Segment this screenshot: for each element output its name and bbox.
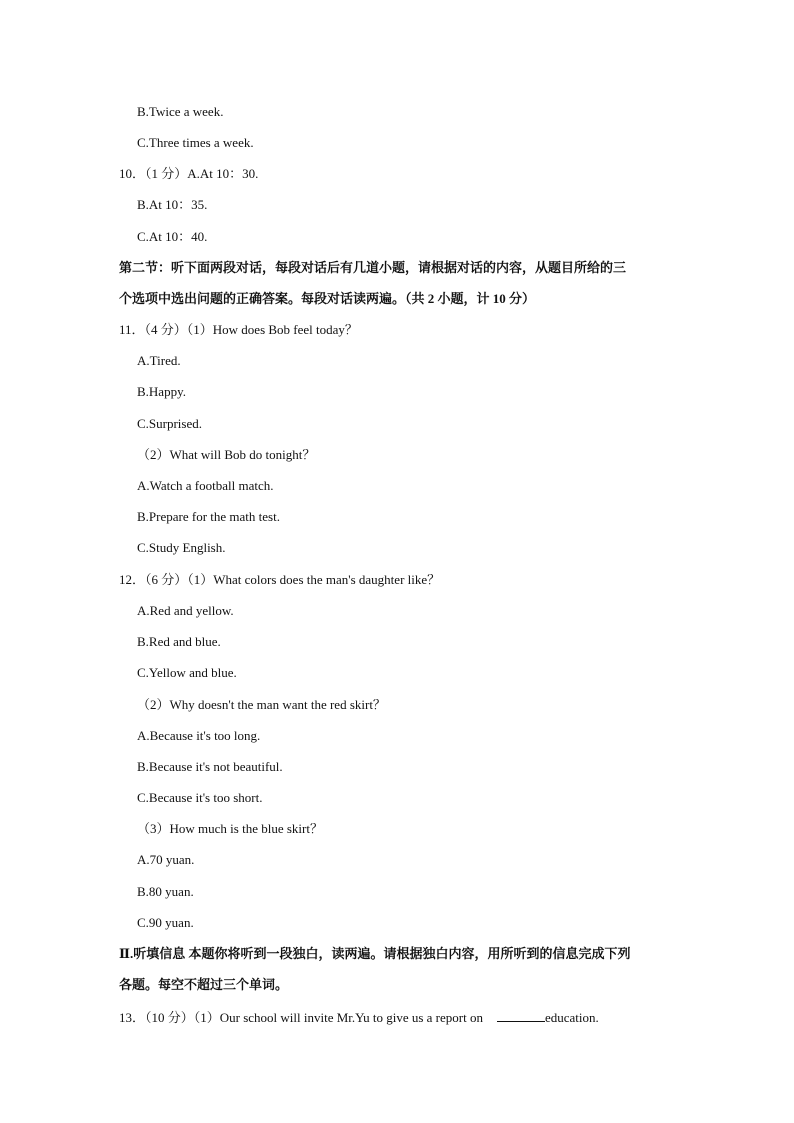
question-text-tail: education. <box>544 1010 599 1025</box>
section-instruction: 个选项中选出问题的正确答案。每段对话读两遍。（共 2 小题，计 10 分） <box>119 291 536 306</box>
option-line: C.Because it's too short. <box>137 790 263 805</box>
section-instruction: 各题。每空不超过三个单词。 <box>119 977 289 992</box>
option-line: B.Red and blue. <box>137 634 221 649</box>
sub-question-line: （2）What will Bob do tonight？ <box>137 447 316 462</box>
option-line: B.At 10：35. <box>137 197 208 212</box>
question-line: 10．（1 分）A.At 10：30. <box>119 166 259 181</box>
sub-question-line: （3）How much is the blue skirt？ <box>137 821 323 836</box>
option-line: C.At 10：40. <box>137 229 208 244</box>
option-line: B.Twice a week. <box>137 104 224 119</box>
answer-blank <box>497 1009 545 1022</box>
sub-question-line: （2）Why doesn't the man want the red skirt？ <box>137 697 386 712</box>
option-line: C.Surprised. <box>137 416 202 431</box>
section-instruction: 第二节：听下面两段对话，每段对话后有几道小题，请根据对话的内容，从题目所给的三 <box>119 260 627 275</box>
option-line: A.Red and yellow. <box>137 603 234 618</box>
option-line: A.Tired. <box>137 353 181 368</box>
section-instruction: Ⅱ.听填信息 本题你将听到一段独白，读两遍。请根据独白内容，用所听到的信息完成下列 <box>119 946 631 961</box>
question-line: 11．（4 分）（1）How does Bob feel today？ <box>119 322 358 337</box>
option-line: A.Watch a football match. <box>137 478 274 493</box>
option-line: B.Because it's not beautiful. <box>137 759 283 774</box>
option-line: C.Three times a week. <box>137 135 254 150</box>
option-line: B.80 yuan. <box>137 884 194 899</box>
option-line: B.Happy. <box>137 384 186 399</box>
option-line: A.70 yuan. <box>137 852 195 867</box>
option-line: C.Yellow and blue. <box>137 665 237 680</box>
question-line: 12．（6 分）（1）What colors does the man's daughter like？ <box>119 572 441 587</box>
question-line <box>119 1009 599 1026</box>
option-line: C.90 yuan. <box>137 915 194 930</box>
option-line: B.Prepare for the math test. <box>137 509 280 524</box>
option-line: A.Because it's too long. <box>137 728 261 743</box>
question-text: 13．（10 分）（1）Our school will invite Mr.Yu to give us a report on <box>119 1010 483 1025</box>
option-line: C.Study English. <box>137 540 226 555</box>
